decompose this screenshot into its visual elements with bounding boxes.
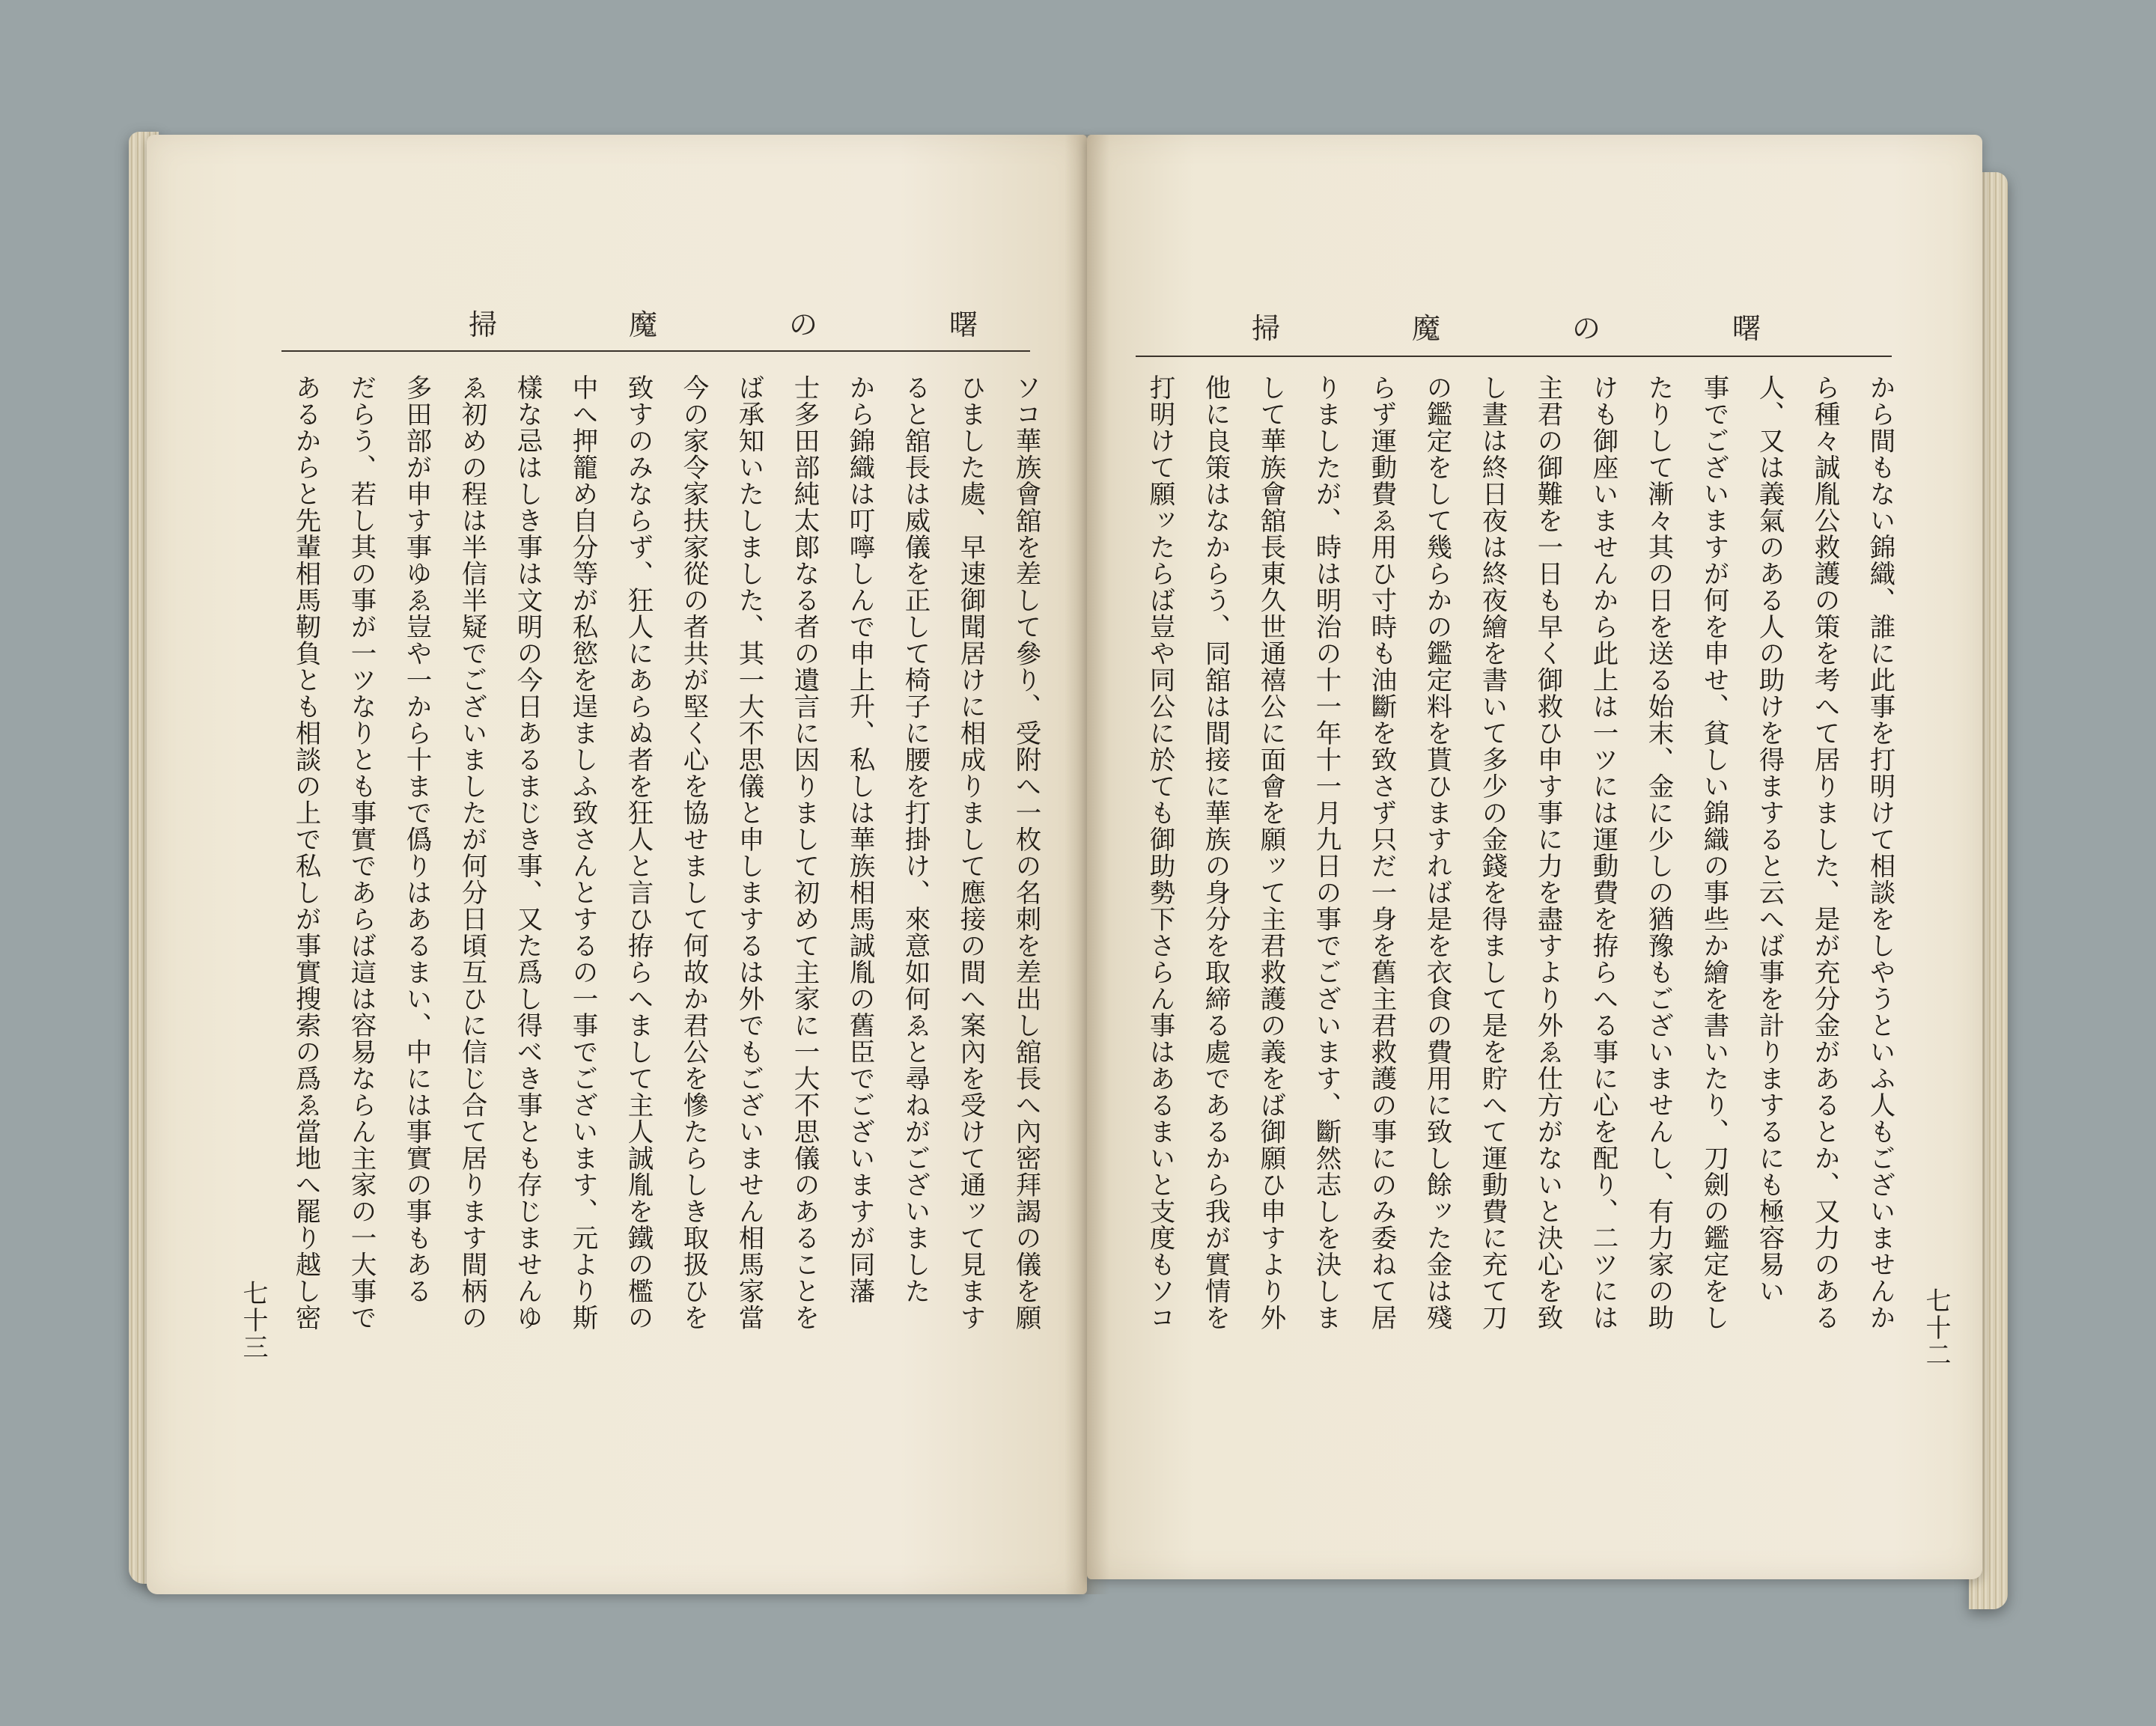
- text-column: らず運動費ゑ用ひ寸時も油斷を致さず只だ一身を舊主君救護の事にのみ委ねて居: [1366, 374, 1396, 1331]
- right-head-char-4: 掃: [1252, 311, 1281, 345]
- right-page-body: [1132, 374, 1907, 1512]
- text-column: 樣な忌はしき事は文明の今日あるまじき事、又た爲し得べき事とも存じませんゆ: [512, 374, 542, 1331]
- text-column: 他に良策はなからう、同舘は間接に華族の身分を取締る處であるから我が實情を: [1200, 374, 1230, 1331]
- right-page: [1087, 135, 1982, 1579]
- text-column: 事でございますが何を申せ、貧しい錦織の事些か繪を書いたり、刀劍の鑑定をし: [1699, 374, 1729, 1331]
- right-page-number: 七十二: [1921, 1287, 1951, 1368]
- text-column: 打明けて願ッたらば豈や同公に於ても御助勢下さらん事はあるまいと支度もソコ: [1145, 374, 1175, 1331]
- text-column: だらう、若し其の事が一ツなりとも事實であらば這は容易ならん主家の一大事で: [346, 374, 376, 1331]
- text-column: 中へ押籠め自分等が私慾を逞ましふ致さんとするの一事でございます、元より斯: [567, 374, 597, 1331]
- left-head-char-3: 魔: [628, 308, 657, 341]
- left-page: [147, 135, 1087, 1594]
- left-running-head: [469, 296, 978, 348]
- text-column: ると舘長は威儀を正して椅子に腰を打掛け、來意如何ゑと尋ねがございました: [900, 374, 930, 1305]
- text-column: 致すのみならず、狂人にあらぬ者を狂人と言ひ拵らへまして主人誠胤を鐵の檻の: [623, 374, 653, 1331]
- text-column: から間もない錦織、誰に此事を打明けて相談をしやうといふ人もございませんか: [1865, 374, 1895, 1331]
- left-head-rule: [281, 350, 1030, 352]
- text-column: ら種々誠胤公救護の策を考へて居りました、是が充分金があるとか、又力のある: [1809, 374, 1839, 1331]
- open-book: [120, 127, 2036, 1632]
- right-head-char-3: 魔: [1411, 311, 1440, 345]
- text-column: 士多田部純太郞なる者の遺言に因りまして初めて主家に一大不思儀のあることを: [789, 374, 819, 1331]
- text-column: 主君の御難を一日も早く御救ひ申す事に力を盡すより外ゑ仕方がないと決心を致: [1532, 374, 1562, 1331]
- text-column: ひました處、早速御聞居けに相成りまして應接の間へ案內を受けて通ッて見ます: [955, 374, 985, 1331]
- text-column: ば承知いたしました、其一大不思儀と申しまするは外でもございません相馬家當: [734, 374, 764, 1331]
- text-column: の鑑定をして幾らかの鑑定料を貰ひますれば是を衣食の費用に致し餘ッた金は殘: [1422, 374, 1452, 1331]
- left-head-char-2: の: [788, 308, 817, 341]
- text-column: ソコ華族會舘を差して參り、受附へ一枚の名刺を差出し舘長へ內密拜謁の儀を願: [1011, 374, 1041, 1331]
- text-column: りましたが、時は明治の十一年十一月九日の事でございます、斷然志しを決しま: [1311, 374, 1341, 1331]
- left-page-number: 七十三: [238, 1280, 268, 1361]
- right-head-char-2: の: [1571, 311, 1601, 345]
- text-column: たりして漸々其の日を送る始末、金に少しの猶豫もございませんし、有力家の助: [1643, 374, 1673, 1331]
- text-column: して華族會舘長東久世通禧公に面會を願ッて主君救護の義をば御願ひ申すより外: [1255, 374, 1285, 1331]
- text-column: けも御座いませんから此上は一ツには運動費を拵らへる事に心を配り、二ツには: [1588, 374, 1618, 1331]
- text-column: あるからと先輩相馬靭負とも相談の上で私しが事實搜索の爲ゑ當地へ罷り越し密: [290, 374, 320, 1331]
- right-head-char-1: 曙: [1732, 311, 1761, 345]
- text-column: から錦織は叮嚀しんで申上升、私しは華族相馬誠胤の舊臣でございますが同藩: [844, 374, 874, 1305]
- book-gutter: [1065, 135, 1109, 1594]
- right-head-rule: [1136, 356, 1892, 357]
- left-head-char-1: 曙: [948, 308, 978, 341]
- text-column: 今の家令家扶家從の者共が堅く心を協せまして何故か君公を慘たらしき取扱ひを: [678, 374, 708, 1331]
- text-column: 多田部が申す事ゆゑ豈や一から十まで僞りはあるまい、中には事實の事もある: [401, 374, 431, 1305]
- text-column: し晝は終日夜は終夜繪を書いて多少の金錢を得まして是を貯へて運動費に充て刀: [1477, 374, 1507, 1331]
- text-column: ゑ初めの程は半信半疑でございましたが何分日頃互ひに信じ合て居ります間柄の: [457, 374, 487, 1331]
- left-head-char-4: 掃: [469, 308, 498, 341]
- right-running-head: [1252, 299, 1761, 352]
- left-page-body: [278, 374, 1053, 1512]
- text-column: 人、又は義氣のある人の助けを得ますると云へば事を計りまするにも極容易い: [1754, 374, 1784, 1305]
